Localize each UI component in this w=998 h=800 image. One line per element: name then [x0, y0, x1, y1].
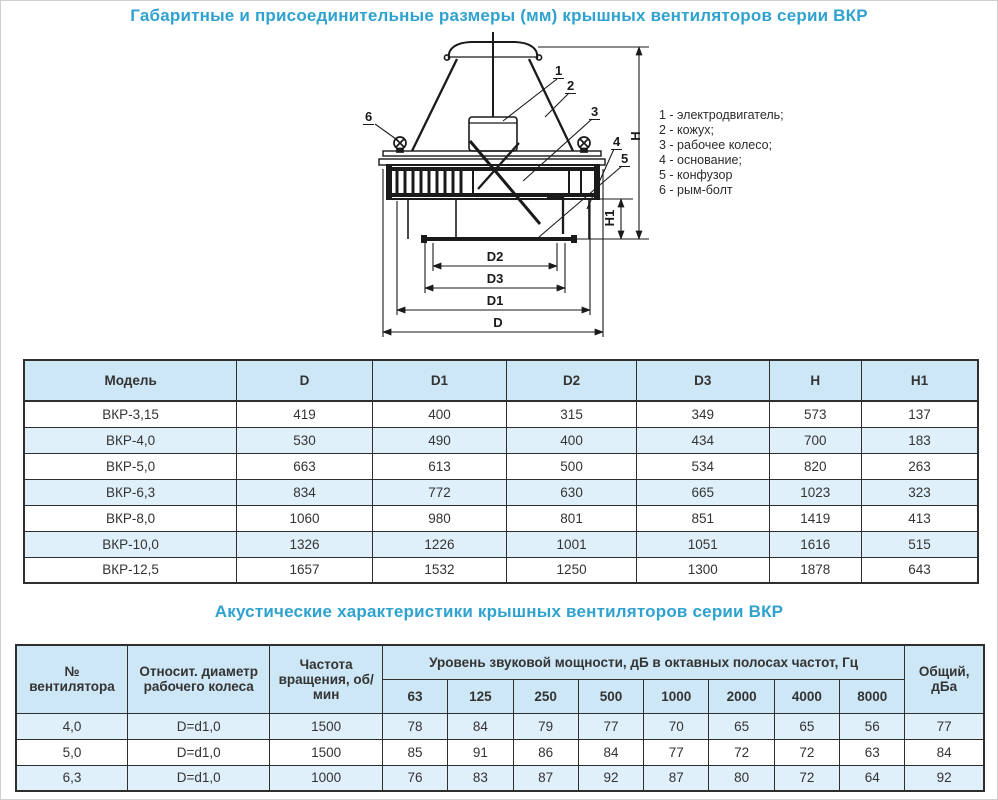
- dimensions-table-header: [24, 360, 978, 401]
- section-title: Акустические характеристики крышных вентиляторов серии ВКР: [214, 602, 784, 621]
- table-row: [24, 427, 978, 453]
- table-row: [16, 713, 984, 739]
- column-header: Относит. диаметр рабочего колеса: [127, 645, 269, 713]
- table-cell: 630: [507, 479, 637, 505]
- table-cell: 80: [709, 765, 774, 791]
- table-cell: 91: [448, 739, 513, 765]
- table-cell: ВКР-10,0: [24, 531, 237, 557]
- column-header: D1: [372, 360, 507, 401]
- table-row: [24, 557, 978, 583]
- table-cell: 263: [862, 453, 978, 479]
- table-cell: 515: [862, 531, 978, 557]
- table-cell: 530: [237, 427, 372, 453]
- table-cell: ВКР-5,0: [24, 453, 237, 479]
- table-cell: 700: [769, 427, 862, 453]
- table-cell: 434: [636, 427, 769, 453]
- table-cell: 65: [774, 713, 839, 739]
- acoustic-table-body: [16, 713, 984, 791]
- table-row: [16, 765, 984, 791]
- table-cell: 79: [513, 713, 578, 739]
- table-cell: 77: [578, 713, 643, 739]
- dim-d1: D1: [486, 293, 504, 308]
- table-cell: 1250: [507, 557, 637, 583]
- dim-h: H: [628, 131, 643, 141]
- table-cell: 323: [862, 479, 978, 505]
- freq-column-header: 2000: [709, 679, 774, 713]
- table-cell: 665: [636, 479, 769, 505]
- table-cell: 1500: [270, 713, 382, 739]
- column-header: H1: [862, 360, 978, 401]
- table-cell: 92: [905, 765, 984, 791]
- table-cell: 84: [578, 739, 643, 765]
- table-cell: 613: [372, 453, 507, 479]
- table-row: [24, 531, 978, 557]
- table-cell: 490: [372, 427, 507, 453]
- table-cell: ВКР-4,0: [24, 427, 237, 453]
- dim-d2: D2: [486, 249, 504, 264]
- table-cell: 1226: [372, 531, 507, 557]
- table-cell: 1000: [270, 765, 382, 791]
- table-cell: 77: [905, 713, 984, 739]
- diagram-legend: [659, 108, 803, 198]
- table-cell: 6,3: [16, 765, 127, 791]
- table-cell: 1878: [769, 557, 862, 583]
- table-cell: 534: [636, 453, 769, 479]
- table-cell: 419: [237, 401, 372, 427]
- page-title: Габаритные и присоединительные размеры (мм) крышных вентиляторов серии ВКР: [130, 6, 868, 25]
- column-header: Частота вращения, об/мин: [270, 645, 382, 713]
- table-cell: 65: [709, 713, 774, 739]
- column-group-header: Уровень звуковой мощности, дБ в октавных полосах частот, Гц: [382, 645, 905, 679]
- callout-4: 4: [613, 134, 621, 149]
- table-cell: 801: [507, 505, 637, 531]
- legend-item: 5 - конфузор: [659, 168, 733, 182]
- table-cell: 400: [372, 401, 507, 427]
- table-cell: ВКР-3,15: [24, 401, 237, 427]
- table-cell: 1532: [372, 557, 507, 583]
- table-row: [16, 739, 984, 765]
- table-cell: 72: [709, 739, 774, 765]
- table-cell: 183: [862, 427, 978, 453]
- table-cell: 84: [905, 739, 984, 765]
- callout-5: 5: [621, 151, 629, 166]
- table-cell: 980: [372, 505, 507, 531]
- acoustic-table: [15, 644, 985, 792]
- table-cell: D=d1,0: [127, 765, 269, 791]
- table-cell: 78: [382, 713, 447, 739]
- freq-column-header: 500: [578, 679, 643, 713]
- table-cell: 87: [644, 765, 709, 791]
- table-cell: 851: [636, 505, 769, 531]
- callout-2: 2: [567, 78, 575, 93]
- freq-column-header: 4000: [774, 679, 839, 713]
- table-cell: 5,0: [16, 739, 127, 765]
- table-cell: 1657: [237, 557, 372, 583]
- dimensions-table-body: [24, 401, 978, 583]
- table-cell: 1500: [270, 739, 382, 765]
- table-cell: 56: [840, 713, 905, 739]
- table-cell: ВКР-8,0: [24, 505, 237, 531]
- table-cell: 137: [862, 401, 978, 427]
- table-cell: 772: [372, 479, 507, 505]
- table-cell: 92: [578, 765, 643, 791]
- callout-1: 1: [555, 63, 563, 78]
- acoustic-table-header: [16, 645, 984, 713]
- legend-item: 2 - кожух;: [659, 123, 714, 137]
- table-cell: 86: [513, 739, 578, 765]
- table-cell: D=d1,0: [127, 713, 269, 739]
- table-row: [24, 401, 978, 427]
- column-header: H: [769, 360, 862, 401]
- table-cell: 663: [237, 453, 372, 479]
- table-cell: 413: [862, 505, 978, 531]
- table-cell: 573: [769, 401, 862, 427]
- table-cell: ВКР-12,5: [24, 557, 237, 583]
- legend-item: 4 - основание;: [659, 153, 742, 167]
- table-cell: 1300: [636, 557, 769, 583]
- column-header: D: [237, 360, 372, 401]
- table-row: [24, 479, 978, 505]
- dim-h1: H1: [602, 209, 617, 227]
- table-cell: 1616: [769, 531, 862, 557]
- table-cell: 77: [644, 739, 709, 765]
- table-cell: 4,0: [16, 713, 127, 739]
- table-cell: 834: [237, 479, 372, 505]
- table-cell: 87: [513, 765, 578, 791]
- freq-column-header: 250: [513, 679, 578, 713]
- column-header: Общий, дБа: [905, 645, 984, 713]
- table-cell: ВКР-6,3: [24, 479, 237, 505]
- table-cell: 500: [507, 453, 637, 479]
- table-cell: 85: [382, 739, 447, 765]
- table-cell: 72: [774, 765, 839, 791]
- callout-6: 6: [365, 109, 373, 124]
- table-cell: 1051: [636, 531, 769, 557]
- table-cell: 63: [840, 739, 905, 765]
- table-row: [24, 505, 978, 531]
- table-cell: D=d1,0: [127, 739, 269, 765]
- table-cell: 64: [840, 765, 905, 791]
- legend-item: 3 - рабочее колесо;: [659, 138, 773, 152]
- table-cell: 1023: [769, 479, 862, 505]
- legend-item: 6 - рым-болт: [659, 183, 733, 197]
- table-cell: 70: [644, 713, 709, 739]
- table-cell: 643: [862, 557, 978, 583]
- table-cell: 72: [774, 739, 839, 765]
- freq-column-header: 8000: [840, 679, 905, 713]
- freq-column-header: 125: [448, 679, 513, 713]
- table-row: [24, 453, 978, 479]
- table-cell: 84: [448, 713, 513, 739]
- table-cell: 820: [769, 453, 862, 479]
- column-header: № вентилятора: [16, 645, 127, 713]
- table-cell: 400: [507, 427, 637, 453]
- table-cell: 349: [636, 401, 769, 427]
- table-cell: 1001: [507, 531, 637, 557]
- column-header: D3: [636, 360, 769, 401]
- table-cell: 315: [507, 401, 637, 427]
- fan-diagram: [333, 29, 803, 351]
- table-cell: 83: [448, 765, 513, 791]
- column-header: D2: [507, 360, 637, 401]
- column-header: Модель: [24, 360, 237, 401]
- freq-column-header: 1000: [644, 679, 709, 713]
- table-cell: 1326: [237, 531, 372, 557]
- callout-3: 3: [591, 104, 599, 119]
- table-cell: 1419: [769, 505, 862, 531]
- dim-d: D: [493, 315, 503, 330]
- freq-column-header: 63: [382, 679, 447, 713]
- table-cell: 1060: [237, 505, 372, 531]
- dimensions-table: [23, 359, 979, 584]
- table-cell: 76: [382, 765, 447, 791]
- dim-d3: D3: [486, 271, 504, 286]
- legend-item: 1 - электродвигатель;: [659, 108, 784, 122]
